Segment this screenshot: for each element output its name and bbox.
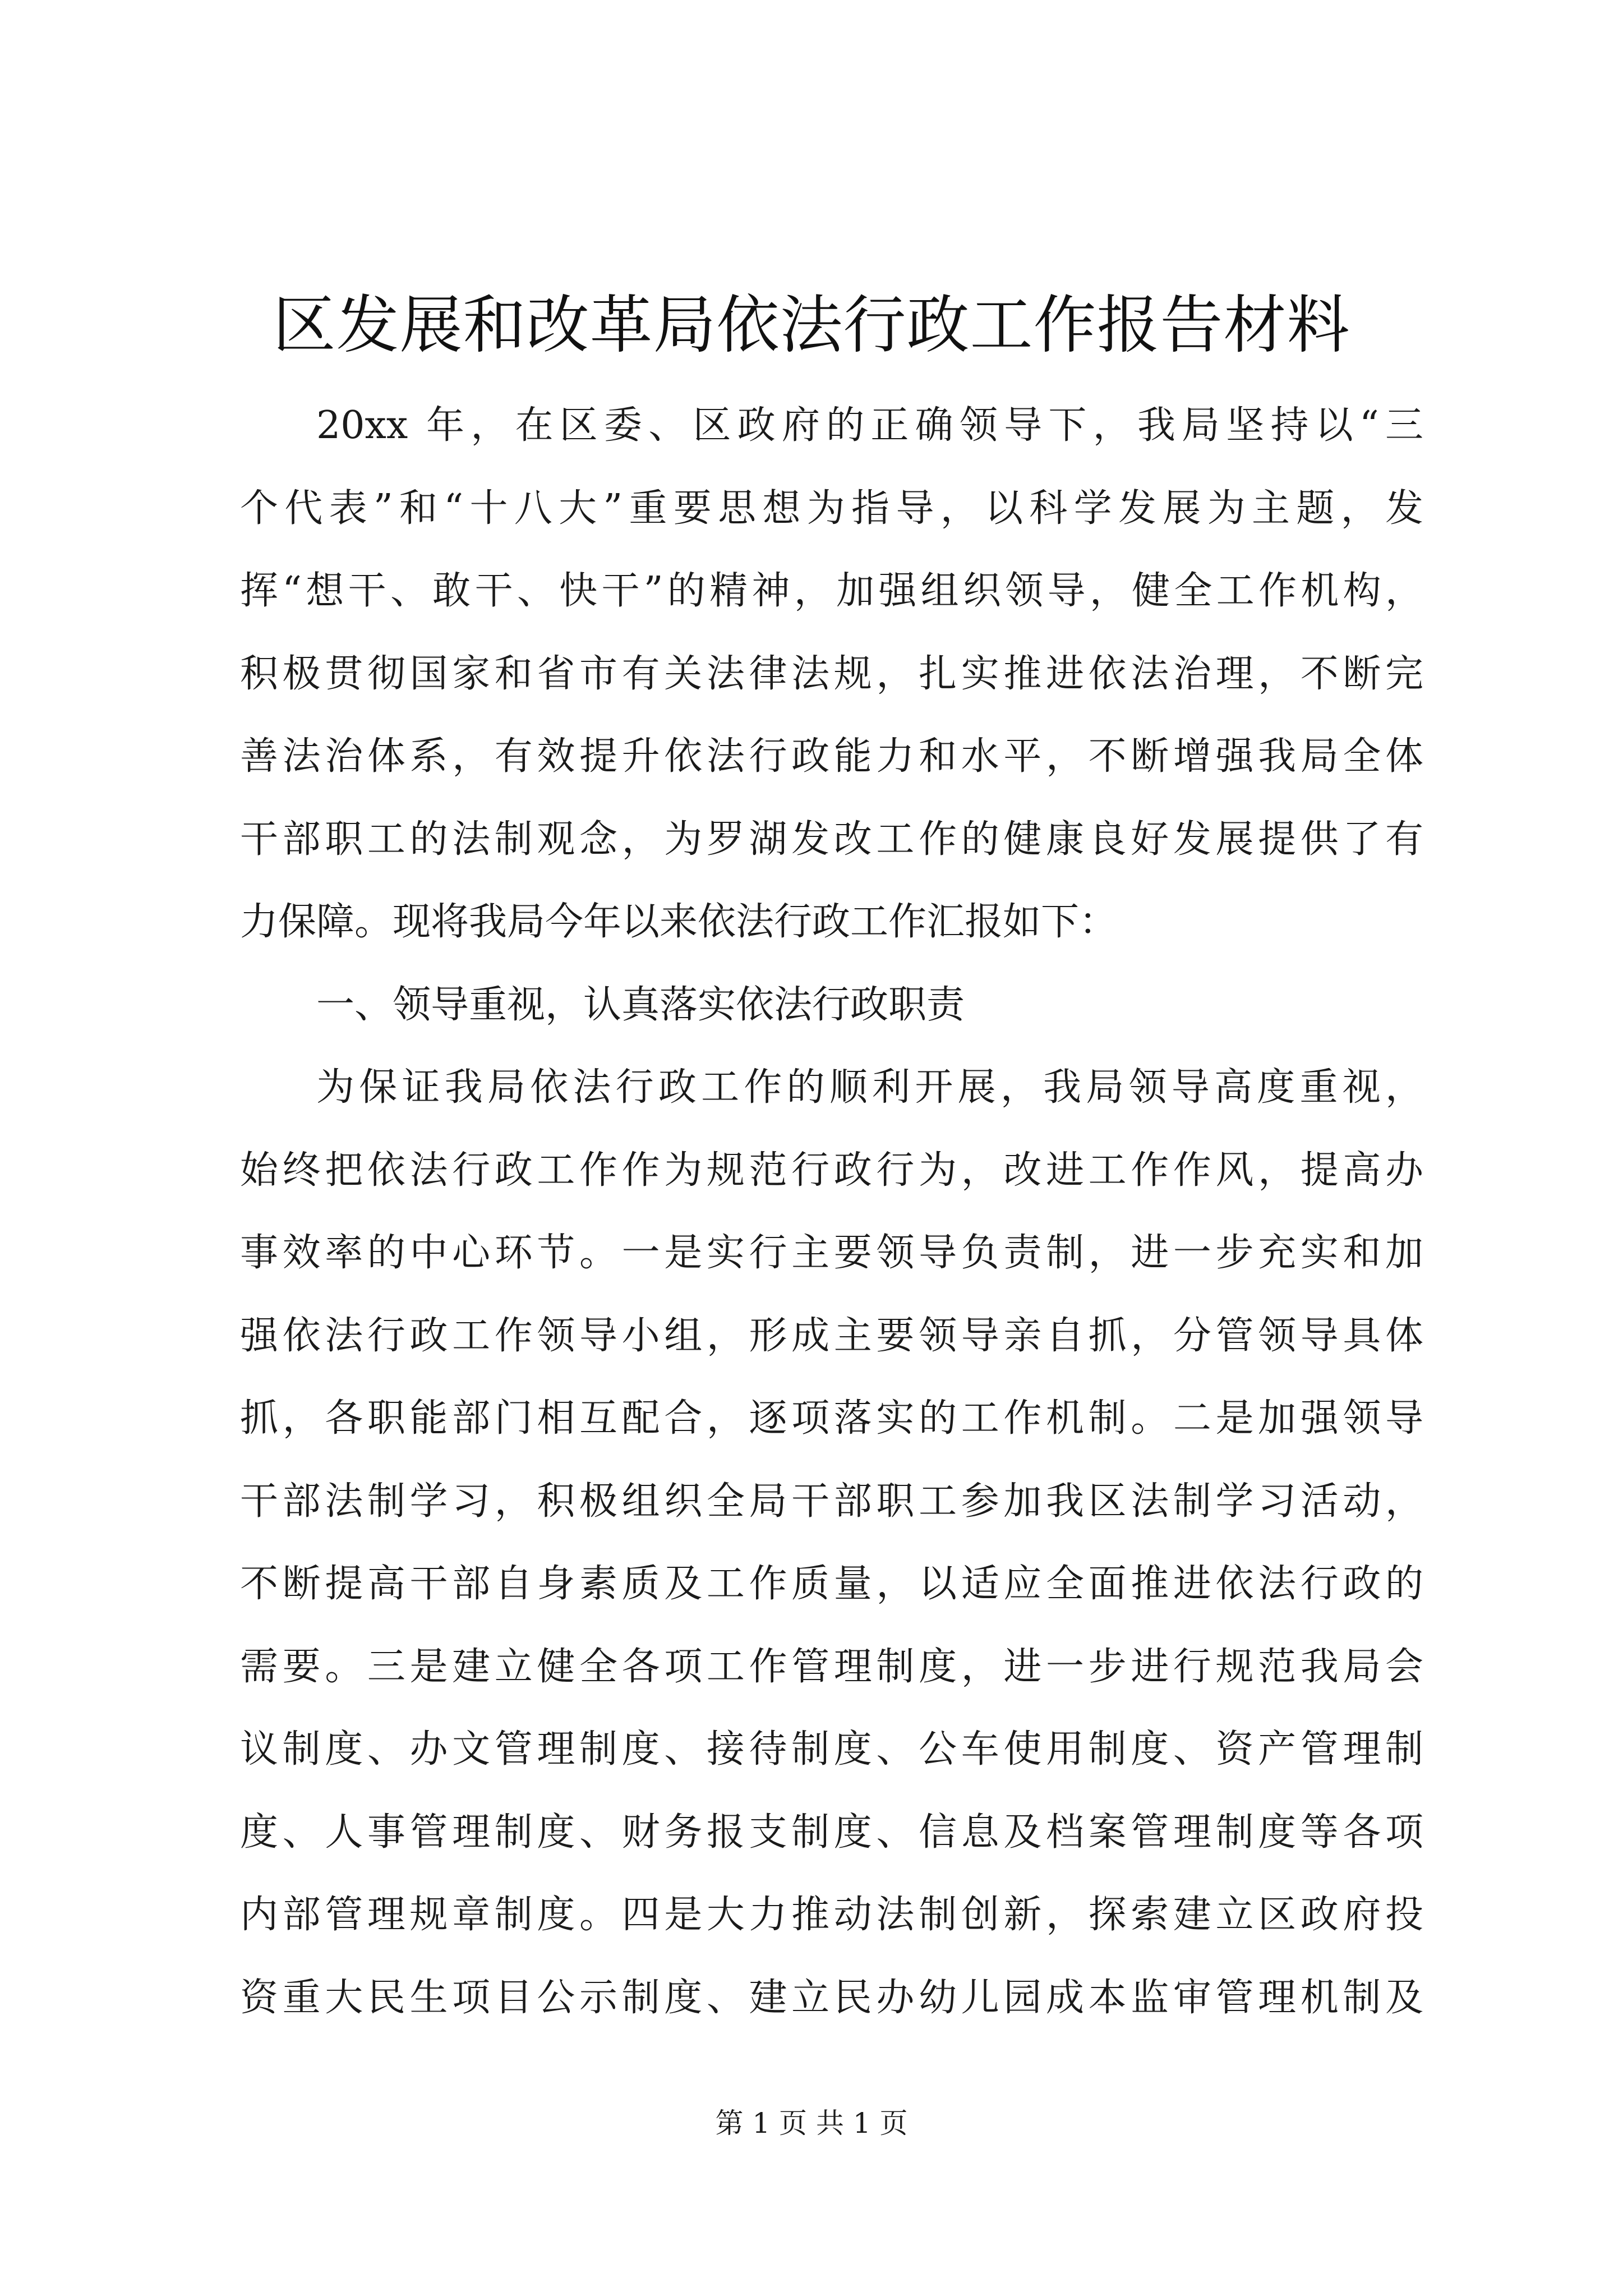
paragraph-line: 个代表”和“十八大”重要思想为指导，以科学发展为主题，发 bbox=[240, 486, 1423, 531]
paragraph-line: 强依法行政工作领导小组，形成主要领导亲自抓，分管领导具体 bbox=[240, 1313, 1423, 1358]
paragraph-line: 资重大民生项目公示制度、建立民办幼儿园成本监审管理机制及 bbox=[240, 1975, 1423, 2020]
paragraph-line: 不断提高干部自身素质及工作质量，以适应全面推进依法行政的 bbox=[240, 1562, 1423, 1606]
paragraph-line: 度、人事管理制度、财务报支制度、信息及档案管理制度等各项 bbox=[240, 1810, 1423, 1855]
paragraph-line: 始终把依法行政工作作为规范行政行为，改进工作作风，提高办 bbox=[240, 1148, 1423, 1193]
document-title: 区发展和改革局依法行政工作报告材料 bbox=[273, 289, 1350, 362]
paragraph-line: 干部法制学习，积极组织全局干部职工参加我区法制学习活动， bbox=[240, 1479, 1423, 1524]
page-number-footer: 第 1 页 共 1 页 bbox=[715, 2107, 908, 2139]
document-body bbox=[240, 384, 1423, 2039]
section-heading: 一、领导重视，认真落实依法行政职责 bbox=[316, 982, 965, 1027]
paragraph-line: 挥“想干、敢干、快干”的精神，加强组织领导，健全工作机构， bbox=[240, 569, 1423, 613]
paragraph-line: 内部管理规章制度。四是大力推动法制创新，探索建立区政府投 bbox=[240, 1893, 1423, 1937]
paragraph-line: 议制度、办文管理制度、接待制度、公车使用制度、资产管理制 bbox=[240, 1727, 1423, 1772]
paragraph-line: 干部职工的法制观念，为罗湖发改工作的健康良好发展提供了有 bbox=[240, 817, 1423, 862]
paragraph-line: 20xx 年，在区委、区政府的正确领导下，我局坚持以“三 bbox=[316, 403, 1423, 448]
paragraph-line: 抓，各职能部门相互配合，逐项落实的工作机制。二是加强领导 bbox=[240, 1396, 1423, 1441]
paragraph-line: 为保证我局依法行政工作的顺利开展，我局领导高度重视， bbox=[316, 1065, 1423, 1110]
paragraph-line: 需要。三是建立健全各项工作管理制度，进一步进行规范我局会 bbox=[240, 1644, 1423, 1689]
paragraph-line: 事效率的中心环节。一是实行主要领导负责制，进一步充实和加 bbox=[240, 1231, 1423, 1275]
paragraph-line: 善法治体系，有效提升依法行政能力和水平，不断增强我局全体 bbox=[240, 734, 1423, 779]
paragraph-line: 积极贯彻国家和省市有关法律法规，扎实推进依法治理，不断完 bbox=[240, 651, 1423, 696]
paragraph-line: 力保障。现将我局今年以来依法行政工作汇报如下： bbox=[240, 900, 1118, 944]
